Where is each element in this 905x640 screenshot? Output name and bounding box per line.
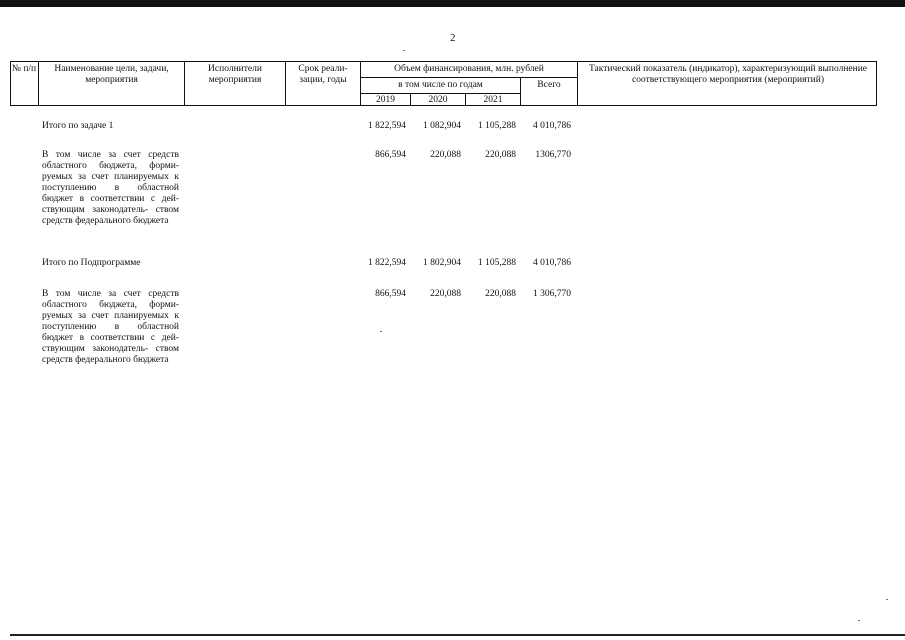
row-label: Итого по задаче 1: [42, 121, 114, 131]
col-by-years-header: в том числе по годам: [398, 80, 483, 90]
top-border: [0, 0, 905, 7]
value-2019: 866,594: [375, 150, 406, 160]
header-divider: [360, 93, 520, 94]
value-total: 1306,770: [535, 150, 571, 160]
col-total-header: Всего: [537, 80, 561, 90]
row-label: В том числе за счет средств областного бюджета, форми- руемых за счет планируемых к поступлению в областной бюджет в соответствии с дей- ствующим законодатель- ством средств федерального бюджета: [42, 150, 179, 226]
col-year-2019: 2019: [376, 95, 395, 105]
value-2020: 1 802,904: [423, 258, 461, 268]
col-term-header: Срок реали- зации, годы: [298, 64, 348, 85]
row-label: В том числе за счет средств областного бюджета, форми- руемых за счет планируемых к поступлению в областной бюджет в соответствии с дей- ствующим законодатель- ством средств федерального бюджета: [42, 289, 179, 365]
value-2020: 220,088: [430, 150, 461, 160]
value-2020: 220,088: [430, 289, 461, 299]
value-total: 4 010,786: [533, 258, 571, 268]
row-label: Итого по Подпрограмме: [42, 258, 141, 268]
value-2021: 1 105,288: [478, 258, 516, 268]
col-executors-header: Исполнители мероприятия: [208, 64, 262, 85]
value-2019: 1 822,594: [368, 121, 406, 131]
scan-speck: [403, 50, 405, 51]
value-2019: 866,594: [375, 289, 406, 299]
header-divider: [577, 61, 578, 106]
scan-speck: [380, 331, 382, 332]
scan-speck: [886, 599, 888, 600]
col-indicator-header: Тактический показатель (индикатор), характеризующий выполнение соответствующего мероприятия (мероприятий): [588, 64, 868, 85]
header-divider: [360, 77, 577, 78]
value-2021: 220,088: [485, 150, 516, 160]
value-total: 4 010,786: [533, 121, 571, 131]
value-2019: 1 822,594: [368, 258, 406, 268]
col-funding-header: Объем финансирования, млн. рублей: [394, 64, 544, 74]
value-2021: 220,088: [485, 289, 516, 299]
value-total: 1 306,770: [533, 289, 571, 299]
scan-speck: [858, 620, 860, 621]
bottom-border: [10, 634, 905, 636]
value-2021: 1 105,288: [478, 121, 516, 131]
page-number: 2: [450, 32, 456, 44]
col-year-2021: 2021: [483, 95, 503, 105]
col-name-header: Наименование цели, задачи, мероприятия: [54, 64, 169, 85]
col-year-2020: 2020: [428, 95, 448, 105]
col-num-header: № п/п: [11, 64, 37, 74]
value-2020: 1 082,904: [423, 121, 461, 131]
